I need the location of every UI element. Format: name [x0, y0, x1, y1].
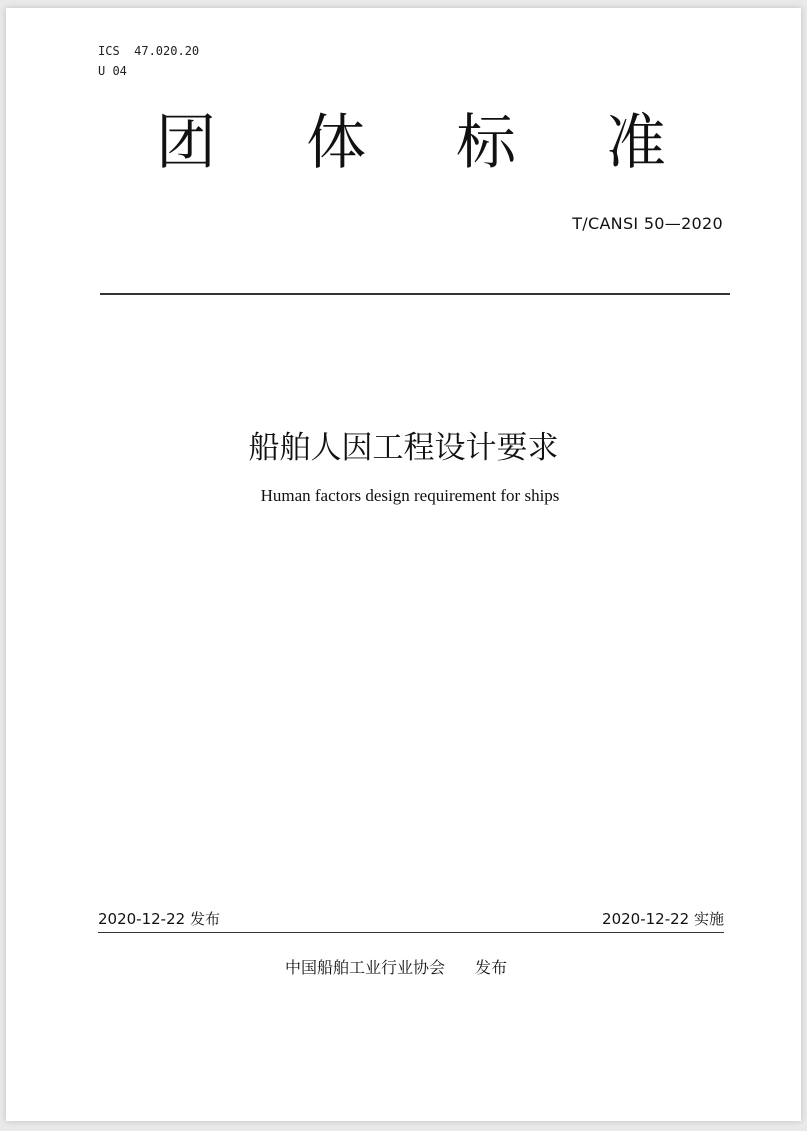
title-char-1: 团 [156, 108, 216, 178]
date-row [98, 908, 724, 933]
ccs-code: U 04 [98, 64, 127, 78]
document-page [6, 8, 801, 1121]
document-title-cn: 船舶人因工程设计要求 [248, 430, 559, 466]
publisher-action: 发布 [475, 958, 508, 977]
header-divider [100, 293, 730, 295]
issue-date: 2020-12-22 发布 [98, 910, 220, 928]
document-title-en: Human factors design requirement for ships [260, 486, 560, 505]
ics-code: ICS 47.020.20 [98, 44, 200, 58]
classification-codes [98, 41, 199, 81]
title-char-3: 标 [456, 108, 516, 178]
implementation-date: 2020-12-22 实施 [602, 910, 724, 928]
standard-number: T/CANSI 50—2020 [572, 214, 723, 233]
publisher-name: 中国船舶工业行业协会 [285, 958, 446, 977]
standard-type-title [156, 108, 666, 178]
publisher-line [285, 955, 507, 978]
title-char-2: 体 [306, 108, 366, 178]
title-char-4: 准 [606, 108, 666, 178]
